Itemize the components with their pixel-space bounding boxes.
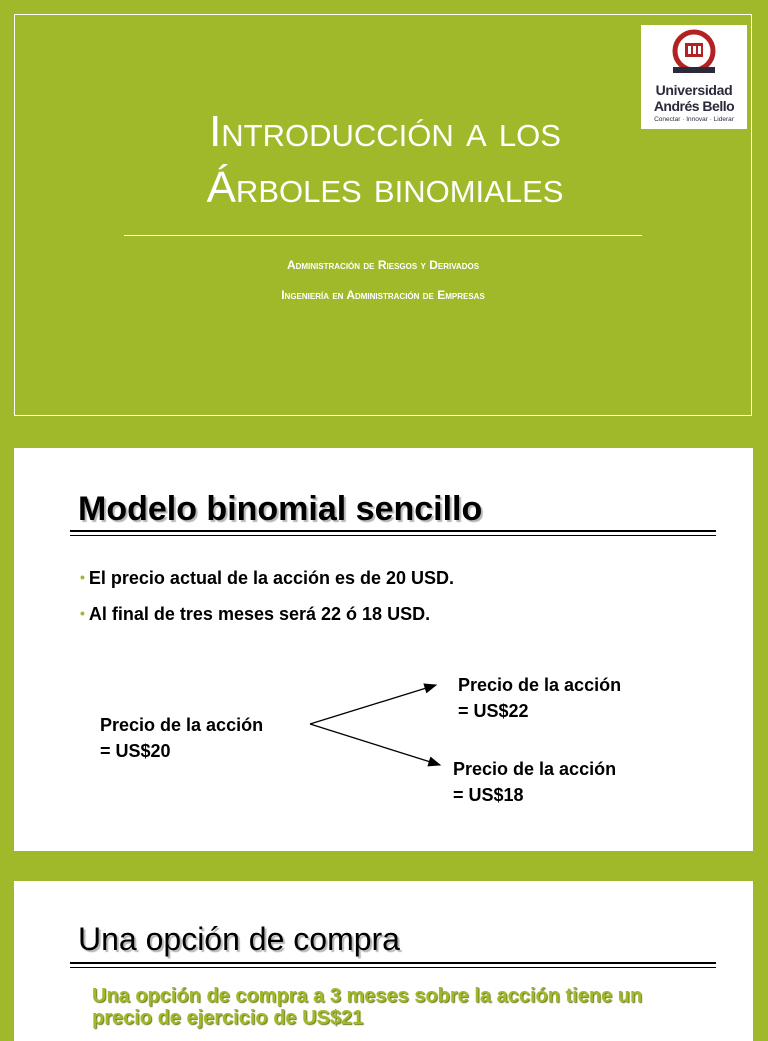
logo-tagline: Conectar · Innovar · Liderar xyxy=(654,116,734,123)
up-node xyxy=(458,672,621,724)
bullet-text: El precio actual de la acción es de 20 USD. xyxy=(88,568,455,588)
title-line1: Introducción a los xyxy=(209,107,561,156)
slide-heading: Modelo binomial sencillo xyxy=(78,490,483,528)
heading-rule xyxy=(70,962,716,964)
root-node xyxy=(100,712,263,764)
down-node-value: = US$18 xyxy=(453,785,524,805)
up-node-value: = US$22 xyxy=(458,701,529,721)
down-node xyxy=(453,756,616,808)
up-branch-arrow xyxy=(310,685,436,724)
binomial-model-slide xyxy=(14,448,753,851)
logo-line1: Universidad xyxy=(655,82,733,98)
bullet-text: Al final de tres meses será 22 ó 18 USD. xyxy=(88,604,431,624)
slide-body-text: Una opción de compra a 3 meses sobre la acción tiene un precio de ejercicio de US$21 xyxy=(92,985,643,1029)
course-subtitle: Administración de Riesgos y Derivados xyxy=(286,258,480,272)
heading-rule-thin xyxy=(70,967,716,968)
down-branch-arrow xyxy=(310,724,440,765)
root-node-label: Precio de la acción xyxy=(100,715,264,735)
title-line2: Árboles binomiales xyxy=(206,163,564,212)
bullet-marker: • xyxy=(80,605,85,621)
slide-heading: Una opción de compra xyxy=(78,921,400,957)
bullet-marker: • xyxy=(80,569,85,585)
call-option-slide xyxy=(14,881,753,1041)
binomial-tree-diagram xyxy=(14,448,753,851)
title-divider xyxy=(124,235,642,236)
root-node-value: = US$20 xyxy=(100,741,171,761)
slide-title xyxy=(100,104,670,216)
logo-line2: Andrés Bello xyxy=(653,98,735,114)
university-crest-icon xyxy=(671,29,717,77)
title-slide xyxy=(0,0,768,432)
down-node-label: Precio de la acción xyxy=(453,759,617,779)
up-node-label: Precio de la acción xyxy=(458,675,622,695)
program-subtitle: Ingeniería en Administración de Empresas xyxy=(281,288,485,302)
